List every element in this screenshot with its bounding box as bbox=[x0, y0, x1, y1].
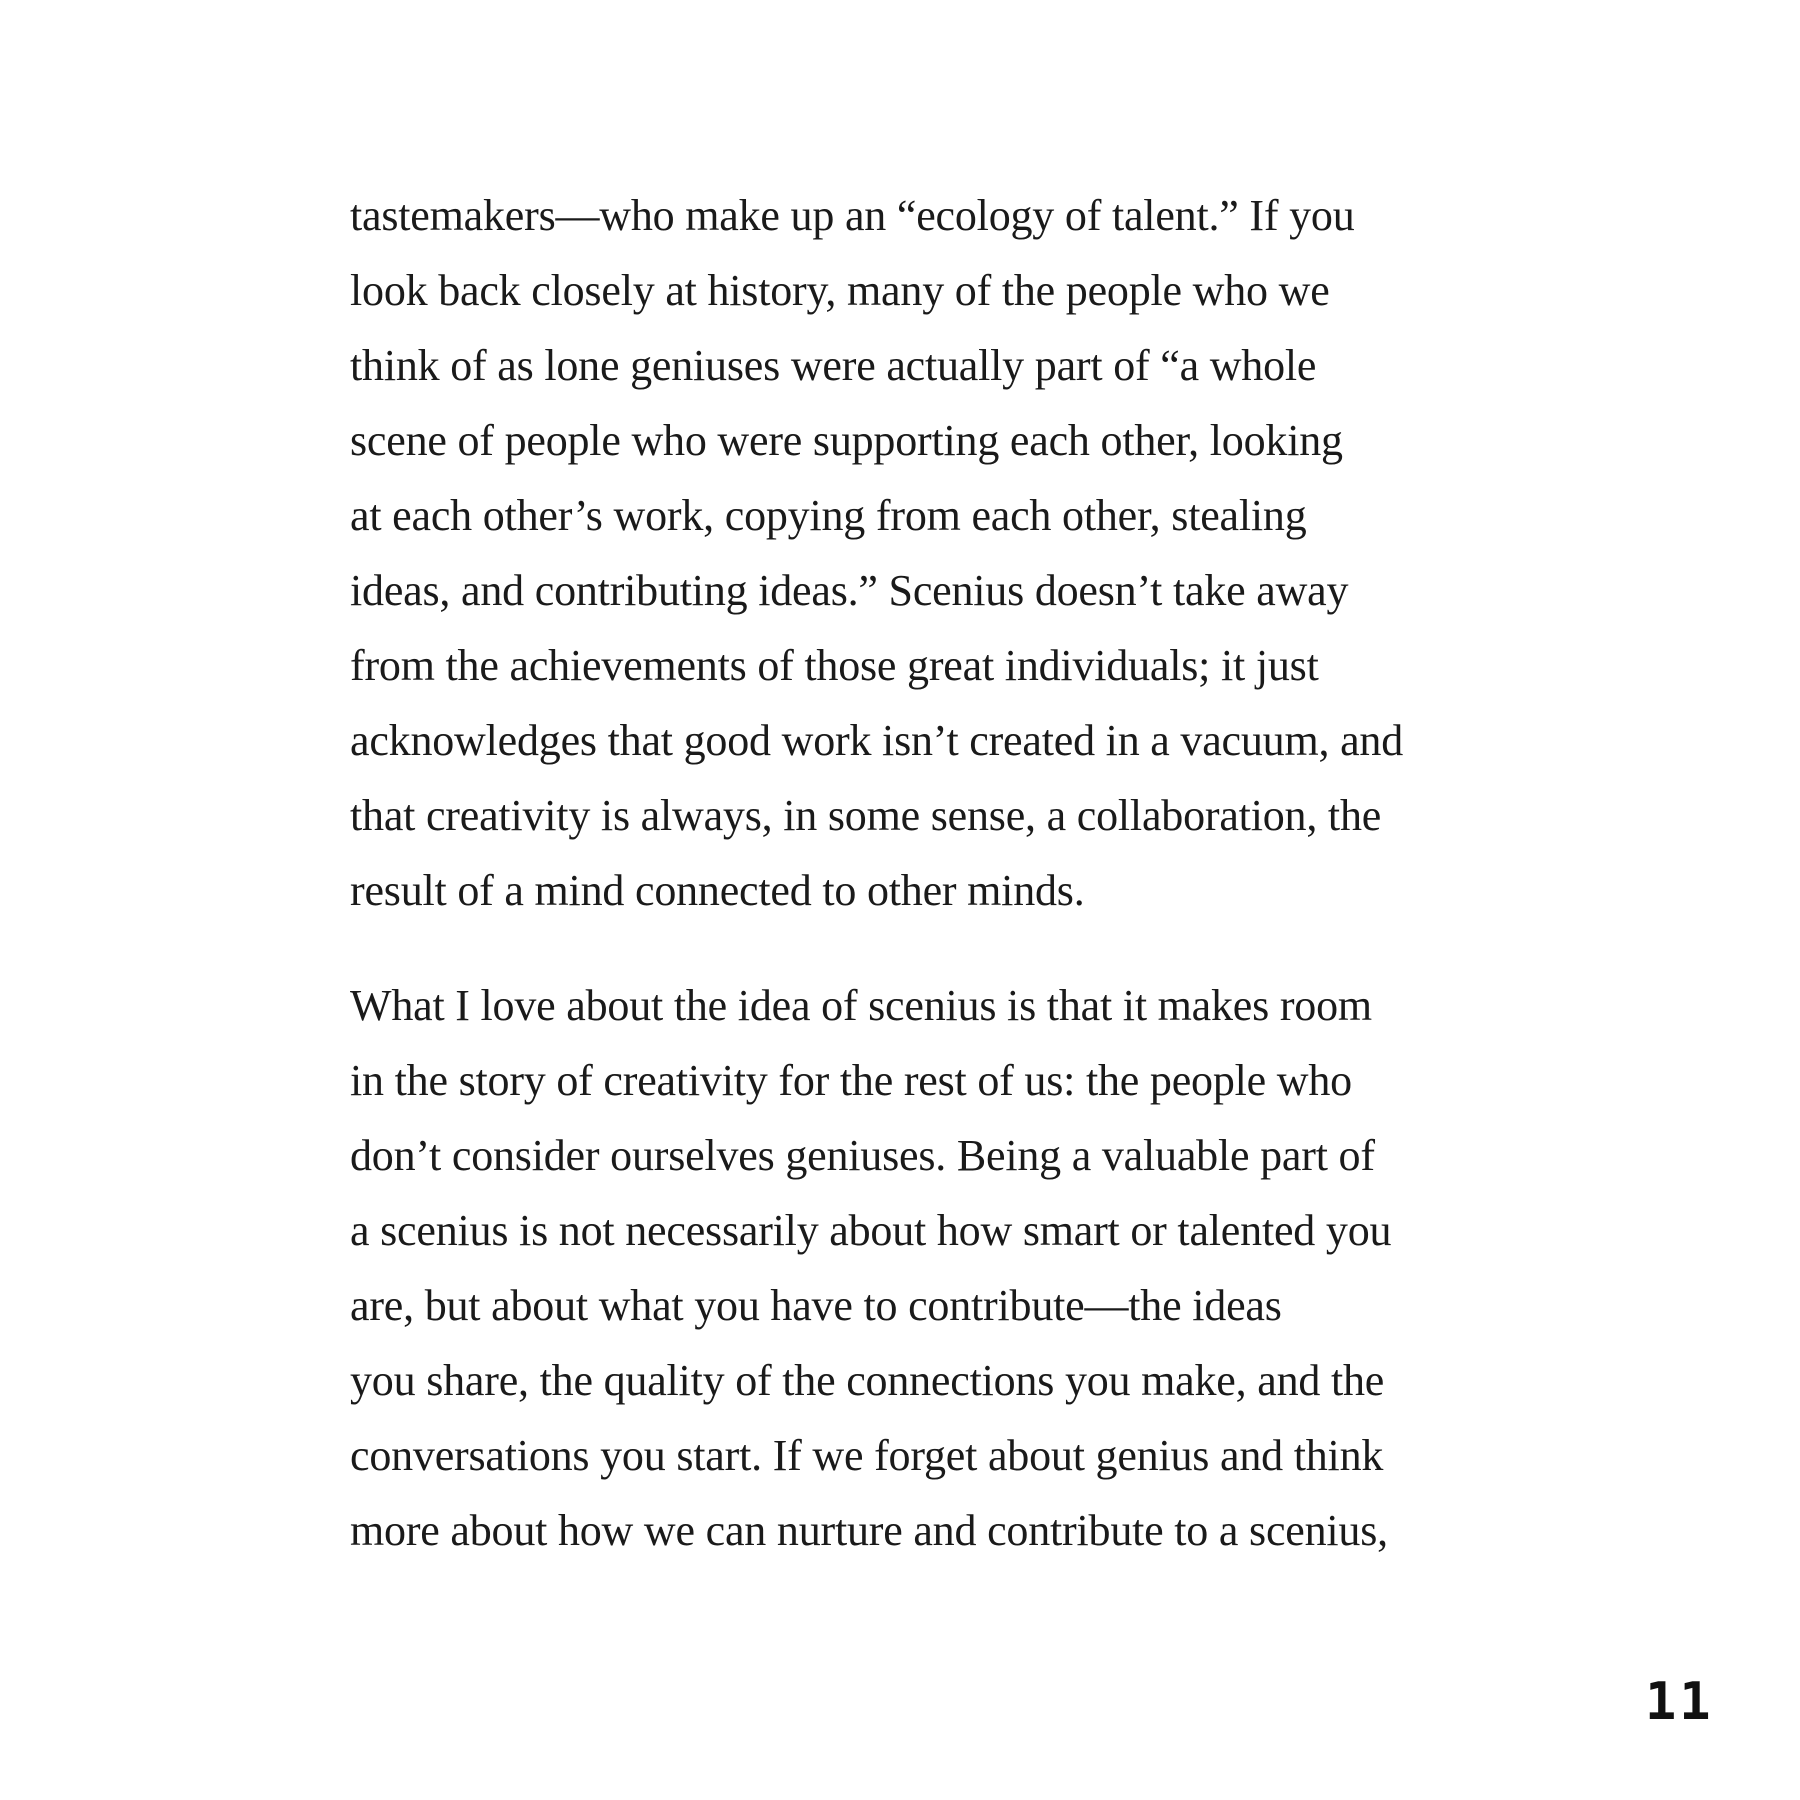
body-text bbox=[350, 178, 1403, 1568]
text-line: a scenius is not necessarily about how smart or talented you bbox=[350, 1206, 1392, 1255]
text-line: you share, the quality of the connections you make, and the bbox=[350, 1356, 1385, 1405]
text-line: What I love about the idea of scenius is that it makes room bbox=[350, 981, 1372, 1030]
text-line: look back closely at history, many of the people who we bbox=[350, 266, 1330, 315]
text-line: don’t consider ourselves geniuses. Being a valuable part of bbox=[350, 1131, 1375, 1180]
page-number: 11 bbox=[1645, 1672, 1714, 1732]
text-line: more about how we can nurture and contribute to a scenius, bbox=[350, 1506, 1388, 1555]
text-line: tastemakers—who make up an “ecology of talent.” If you bbox=[350, 191, 1355, 240]
text-line: are, but about what you have to contribute—the ideas bbox=[350, 1281, 1282, 1330]
text-line: that creativity is always, in some sense, a collaboration, the bbox=[350, 791, 1382, 840]
text-line: scene of people who were supporting each other, looking bbox=[350, 416, 1343, 465]
text-line: think of as lone geniuses were actually part of “a whole bbox=[350, 341, 1317, 390]
text-line: ideas, and contributing ideas.” Scenius doesn’t take away bbox=[350, 566, 1349, 615]
paragraph-1 bbox=[350, 178, 1403, 928]
text-line: result of a mind connected to other minds. bbox=[350, 866, 1085, 915]
text-line: at each other’s work, copying from each other, stealing bbox=[350, 491, 1307, 540]
text-line: from the achievements of those great individuals; it just bbox=[350, 641, 1319, 690]
paragraph-2 bbox=[350, 968, 1403, 1568]
text-line: conversations you start. If we forget about genius and think bbox=[350, 1431, 1384, 1480]
text-line: in the story of creativity for the rest of us: the people who bbox=[350, 1056, 1352, 1105]
text-line: acknowledges that good work isn’t created in a vacuum, and bbox=[350, 716, 1404, 765]
